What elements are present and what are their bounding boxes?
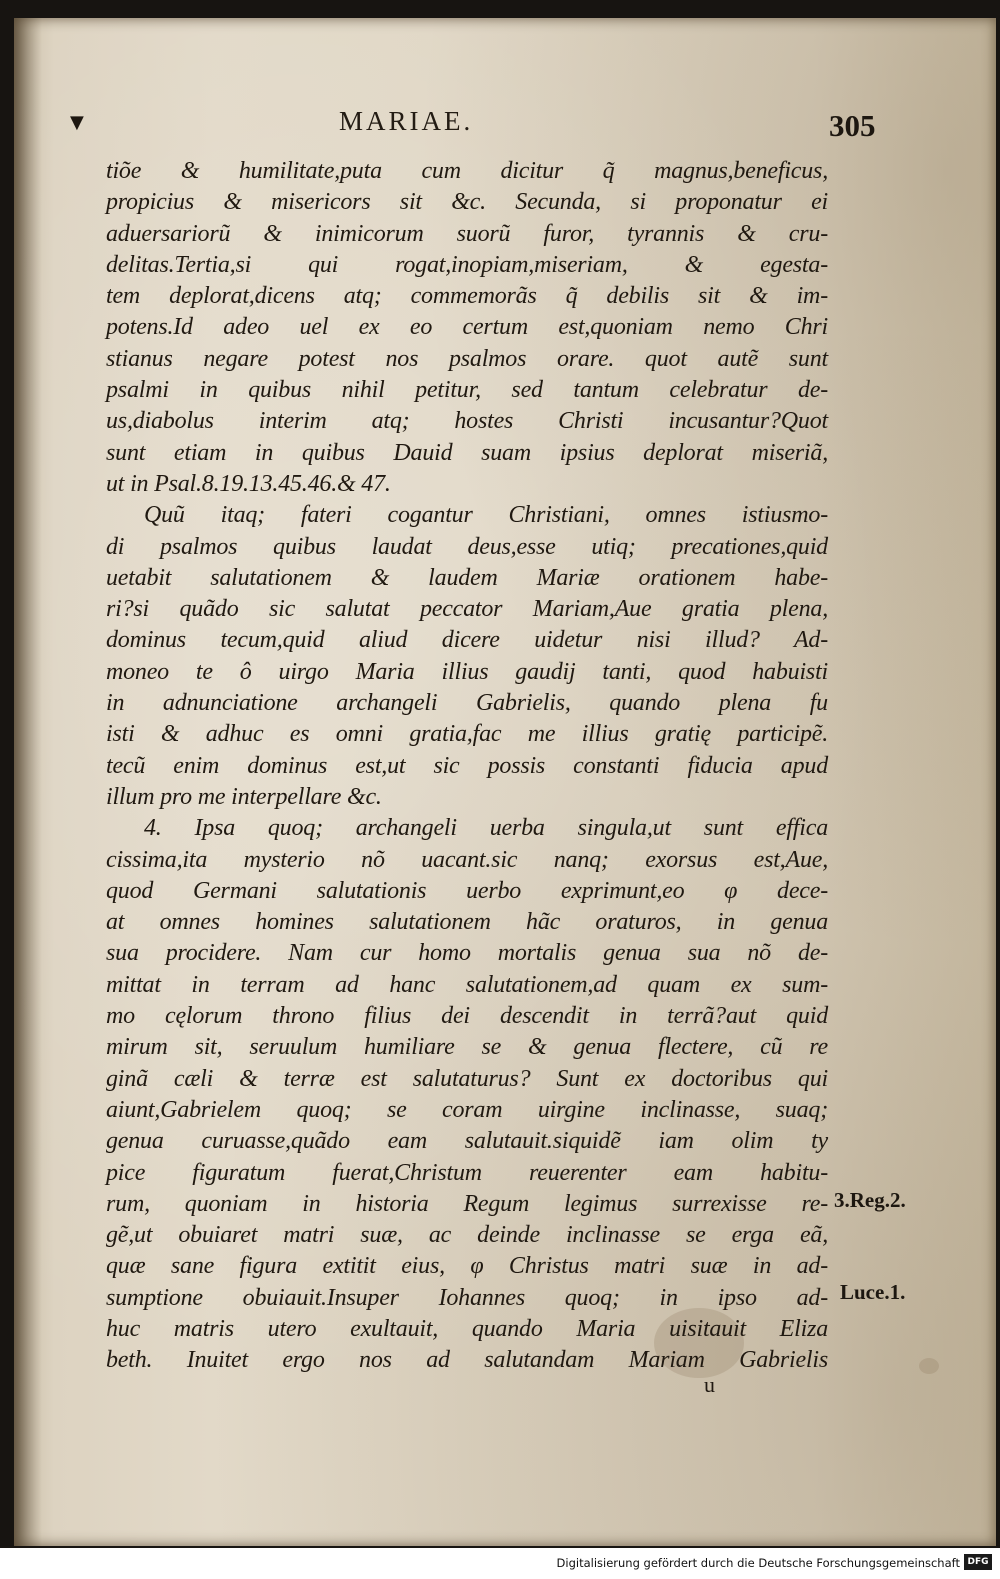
page-number: 305 [829, 108, 876, 143]
text-line: tecũ enim dominus est,ut sic possis constanti fiducia apud [106, 752, 828, 779]
text-line: rum, quoniam in historia Regum legimus surrexisse re- [106, 1190, 828, 1217]
text-line: aduersariorũ & inimicorum suorũ furor, tyrannis & cru- [106, 220, 828, 247]
page-stain [919, 1358, 939, 1374]
text-line: di psalmos quibus laudat deus,esse utiq; precationes,quid [106, 533, 828, 560]
text-line: genua curuasse,quãdo eam salutauit.siquidẽ iam olim ty [106, 1128, 828, 1155]
text-line: beth. Inuitet ergo nos ad salutandam Mariam Gabrielis [106, 1347, 828, 1374]
text-line: in adnunciatione archangeli Gabrielis, quando plena fu [106, 690, 828, 717]
funding-credit: Digitalisierung gefördert durch die Deutsche Forschungsgemeinschaft [556, 1556, 960, 1570]
text-line: mittat in terram ad hanc salutationem,ad quam ex sum- [106, 971, 828, 998]
text-line: quæ sane figura extitit eius, φ Christus matri suæ in ad- [106, 1253, 828, 1280]
text-line: gẽ,ut obuiaret matri suæ, ac deinde inclinasse se erga eã, [106, 1222, 828, 1249]
page-header [14, 106, 996, 146]
dfg-logo: DFG [964, 1554, 992, 1570]
text-line: pice figuratum fuerat,Christum reuerenter eam habitu- [106, 1159, 828, 1186]
text-line: sunt etiam in quibus Dauid suam ipsius deplorat miseriã, [106, 439, 828, 466]
text-line: ut in Psal.8.19.13.45.46.& 47. [106, 470, 391, 497]
text-line: quod Germani salutationis uerbo exprimunt,eo φ dece- [106, 877, 828, 904]
corner-mark: ▼ [70, 112, 84, 133]
catchword: u [704, 1372, 715, 1397]
margin-note-reg: 3.Reg.2. [834, 1188, 906, 1212]
text-line: aiunt,Gabrielem quoq; se coram uirgine inclinasse, suaq; [106, 1096, 828, 1123]
text-line: psalmi in quibus nihil petitur, sed tantum celebratur de- [106, 377, 828, 404]
text-line: propicius & misericors sit &c. Secunda, si proponatur ei [106, 189, 828, 216]
margin-note-luce: Luce.1. [840, 1280, 906, 1304]
text-line: 4. Ipsa quoq; archangeli uerba singula,ut sunt effica [144, 815, 828, 842]
text-line: uetabit salutationem & laudem Mariæ orationem habe- [106, 564, 828, 591]
text-line: stianus negare potest nos psalmos orare. quot autẽ sunt [106, 345, 828, 372]
text-line: cissima,ita mysterio nõ uacant.sic nanq; exorsus est,Aue, [106, 846, 828, 873]
text-line: ri?si quãdo sic salutat peccator Mariam,Aue gratia plena, [106, 596, 828, 623]
text-line: sua procidere. Nam cur homo mortalis genua sua nõ de- [106, 940, 828, 967]
text-line: at omnes homines salutationem hãc oraturos, in genua [106, 909, 828, 936]
text-line: tem deplorat,dicens atq; commemorãs q̃ debilis sit & im- [106, 283, 828, 310]
book-page [14, 18, 996, 1546]
text-line: delitas.Tertia,si qui rogat,inopiam,miseriam, & egesta- [106, 251, 828, 278]
text-line: tiõe & humilitate,puta cum dicitur q̃ magnus,beneficus, [106, 158, 828, 184]
text-line: us,diabolus interim atq; hostes Christi incusantur?Quot [106, 408, 828, 435]
text-line: isti & adhuc es omni gratia,fac me illius gratię participẽ. [106, 721, 828, 748]
running-title: MARIAE. [339, 106, 474, 136]
text-line: dominus tecum,quid aliud dicere uidetur nisi illud? Ad- [106, 627, 828, 654]
text-line: potens.Id adeo uel ex eo certum est,quoniam nemo Chri [106, 314, 828, 341]
spine-shadow [14, 18, 42, 1546]
text-line: mo cęlorum throno filius dei descendit in terrã?aut quid [106, 1003, 828, 1030]
text-line: moneo te ô uirgo Maria illius gaudij tanti, quod habuisti [106, 658, 828, 685]
text-line: illum pro me interpellare &c. [106, 783, 382, 810]
text-line: sumptione obuiauit.Insuper Iohannes quoq; in ipso ad- [106, 1284, 828, 1311]
body-text [106, 156, 828, 1377]
text-line: huc matris utero exultauit, quando Maria uisitauit Eliza [106, 1315, 828, 1342]
text-line: ginã cæli & terræ est salutaturus? Sunt ex doctoribus qui [106, 1065, 828, 1092]
footer-bar [0, 1548, 1000, 1579]
text-line: Quũ itaq; fateri cogantur Christiani, omnes istiusmo- [144, 502, 828, 529]
text-line: mirum sit, seruulum humiliare se & genua flectere, cũ re [106, 1034, 828, 1061]
